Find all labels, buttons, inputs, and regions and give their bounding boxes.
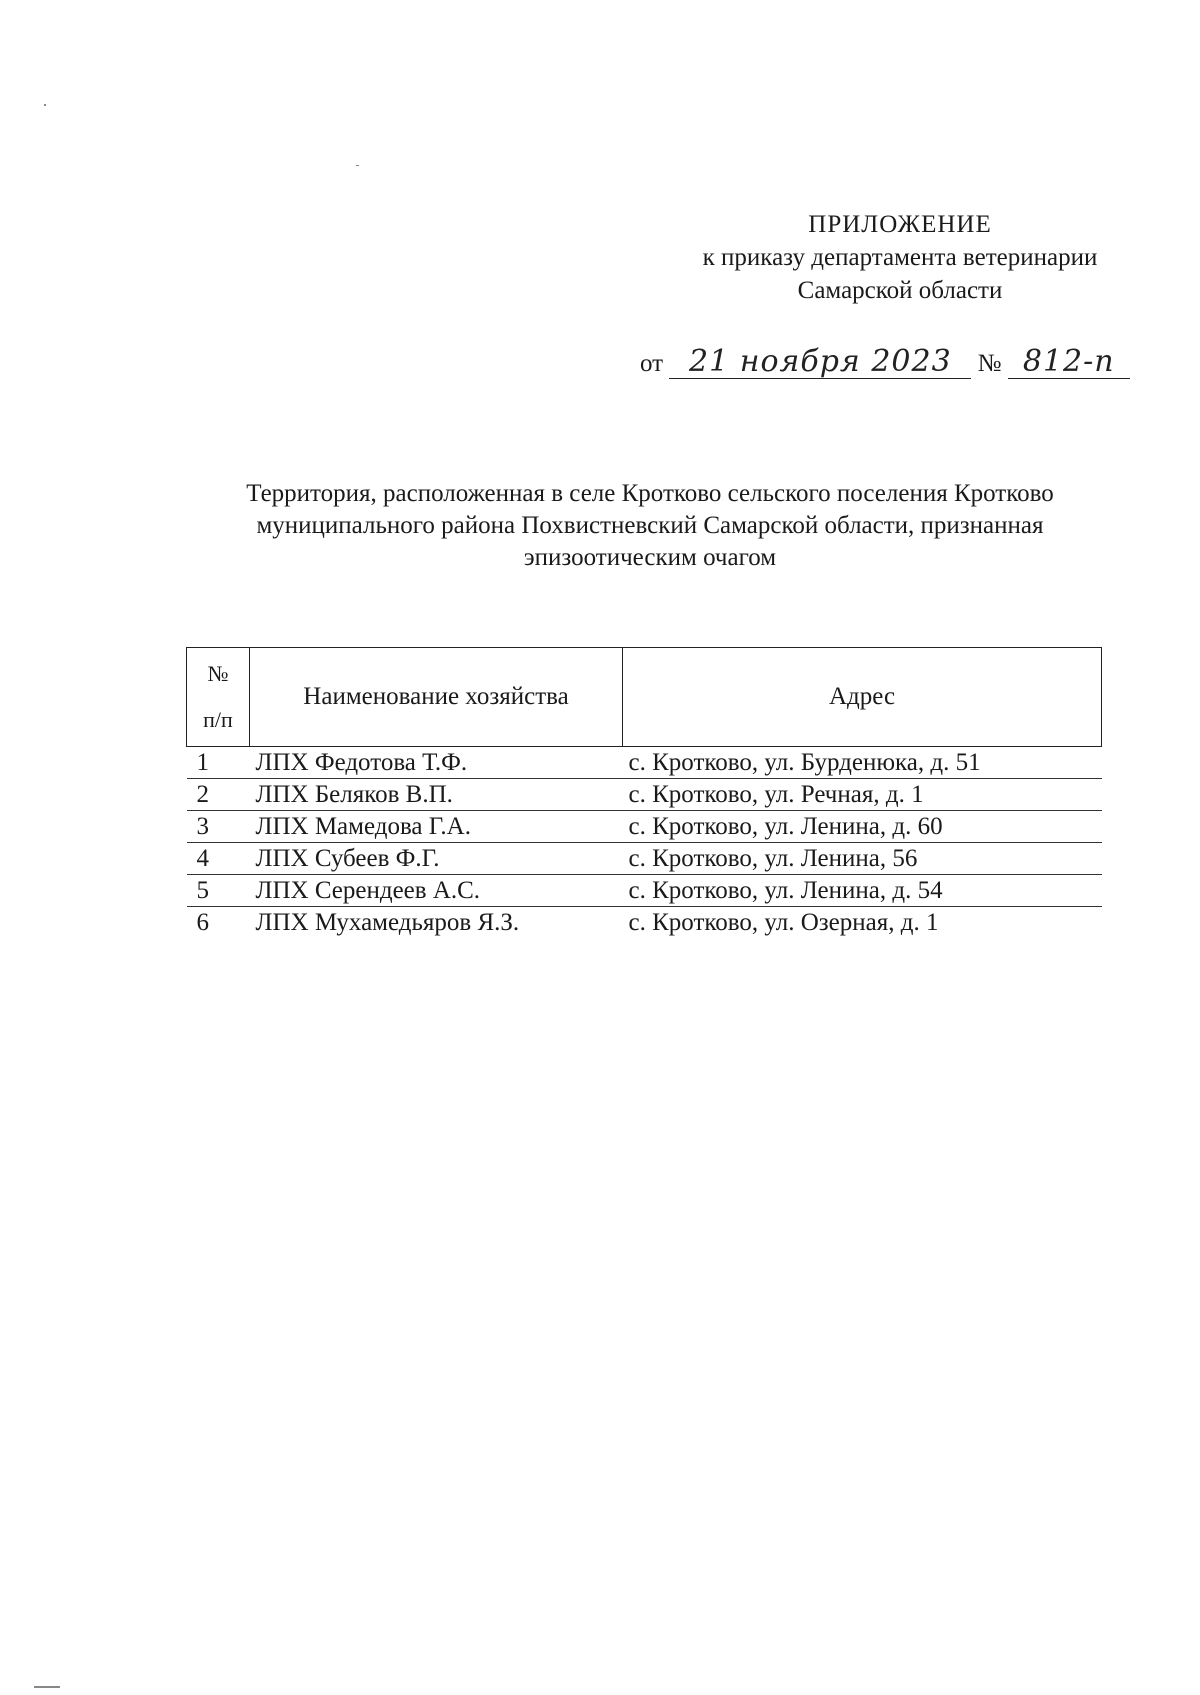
- row-number: 3: [187, 811, 250, 843]
- scan-speck: [44, 104, 46, 106]
- handwritten-date: 21 ноября 2023: [669, 346, 971, 379]
- header-number: [187, 648, 250, 747]
- header-number-pp: п/п: [203, 707, 233, 732]
- table-row: [187, 843, 1102, 875]
- document-title: [180, 478, 1120, 574]
- handwritten-order-number: 812-п: [1008, 346, 1130, 379]
- title-line-1: Территория, расположенная в селе Кротково сельского поселения Кротково: [246, 480, 1054, 507]
- row-farm-name: ЛПХ Серендеев А.С.: [250, 875, 623, 907]
- row-number: 5: [187, 875, 250, 907]
- row-address: с. Кротково, ул. Ленина, 56: [623, 843, 1102, 875]
- row-farm-name: ЛПХ Беляков В.П.: [250, 779, 623, 811]
- header-number-sign: №: [207, 661, 229, 686]
- row-number: 1: [187, 747, 250, 779]
- row-farm-name: ЛПХ Мухамедьяров Я.З.: [255, 908, 520, 936]
- header-address: Адрес: [623, 648, 1102, 747]
- scan-speck: [356, 165, 359, 166]
- row-number: 2: [187, 779, 250, 811]
- row-number: 4: [187, 843, 250, 875]
- row-address: с. Кротково, ул. Озерная, д. 1: [628, 908, 939, 936]
- row-farm-name: ЛПХ Мамедова Г.А.: [250, 811, 623, 843]
- table-row: [187, 875, 1102, 907]
- row-address: с. Кротково, ул. Ленина, д. 54: [623, 875, 1102, 907]
- row-address: с. Кротково, ул. Речная, д. 1: [623, 779, 1102, 811]
- appendix-title: ПРИЛОЖЕНИЕ: [808, 211, 992, 238]
- table-row: [187, 907, 1102, 939]
- table-row: [187, 779, 1102, 811]
- row-address: с. Кротково, ул. Ленина, д. 60: [623, 811, 1102, 843]
- scan-speck: [34, 1686, 60, 1688]
- appendix-header: [640, 208, 1160, 307]
- number-sign: №: [977, 350, 1002, 377]
- table-row: [187, 747, 1102, 779]
- row-number: 6: [196, 908, 209, 936]
- row-farm-name: ЛПХ Федотова Т.Ф.: [250, 747, 623, 779]
- farms-table: [186, 647, 1102, 938]
- order-reference: [640, 344, 1160, 384]
- appendix-line-1: к приказу департамента ветеринарии: [702, 244, 1098, 271]
- row-farm-name: ЛПХ Субеев Ф.Г.: [250, 843, 623, 875]
- table-header-row: [187, 648, 1102, 747]
- header-farm-name: Наименование хозяйства: [250, 648, 623, 747]
- row-address: с. Кротково, ул. Бурденюка, д. 51: [623, 747, 1102, 779]
- title-line-3: эпизоотическим очагом: [523, 544, 777, 571]
- from-label: от: [640, 350, 664, 377]
- table-row: [187, 811, 1102, 843]
- appendix-line-2: Самарской области: [797, 277, 1003, 304]
- title-line-2: муниципального района Похвистневский Самарской области, признанная: [256, 512, 1044, 539]
